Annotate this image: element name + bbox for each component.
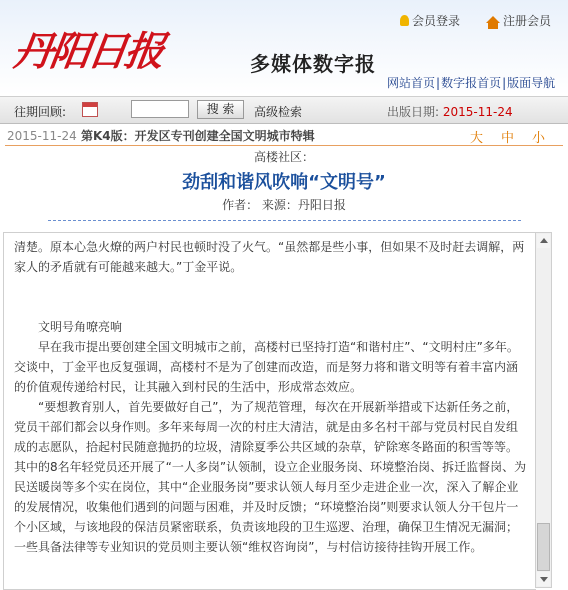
paragraph-blank xyxy=(14,297,528,317)
scroll-down-arrow-icon[interactable] xyxy=(537,572,550,586)
page-number: 第K4版： xyxy=(80,129,135,143)
past-issue-label: 往期回顾: xyxy=(14,105,67,119)
calendar-icon[interactable] xyxy=(82,102,98,117)
nav-site-home[interactable]: 网站首页 xyxy=(387,76,436,90)
article-body[interactable] xyxy=(3,232,536,590)
member-register-label: 注册会员 xyxy=(503,14,552,28)
paragraph: 清楚。原本心急火燎的两户村民也顿时没了火气。“虽然都是些小事，但如果不及时赶去调解，两家人的矛盾就有可能越来越大。”丁金平说。 xyxy=(14,240,525,274)
nav-page-navigation[interactable]: 版面导航 xyxy=(507,76,556,90)
divider xyxy=(48,220,521,221)
pub-date-label: 出版日期: xyxy=(387,105,440,119)
article-subtitle: 高楼社区： xyxy=(253,150,314,164)
paragraph: 早在我市提出要创建全国文明城市之前，高楼村已坚持打造“和谐村庄”、“文明村庄”多年。交谈中，丁金平也反复强调，高楼村不是为了创建而改造，而是努力将和谐文明等有着丰富内涵的价值观传递给村民，让其融入到村民的生活中，形成常态效应。 xyxy=(14,340,519,394)
member-login-label: 会员登录 xyxy=(412,14,461,28)
date-input[interactable] xyxy=(131,100,189,118)
member-login-link[interactable] xyxy=(400,12,460,29)
member-register-link[interactable] xyxy=(486,12,551,29)
section-heading: 文明号角嘹亮响 xyxy=(38,320,123,334)
scroll-thumb[interactable] xyxy=(537,523,550,571)
logo[interactable]: 丹阳日报 xyxy=(10,28,165,75)
font-size-large[interactable]: 大 xyxy=(470,131,484,146)
home-icon xyxy=(486,16,500,23)
font-size-switcher xyxy=(470,127,563,146)
page-info xyxy=(7,127,315,144)
nav-epaper-home[interactable]: 数字报首页 xyxy=(441,76,502,90)
nav-separator: | xyxy=(502,76,507,90)
nav-separator: | xyxy=(436,76,441,90)
search-button[interactable]: 搜 索 xyxy=(197,100,244,119)
font-size-medium[interactable]: 中 xyxy=(501,131,515,146)
publication-date xyxy=(387,103,513,120)
top-navigation xyxy=(387,74,555,91)
scroll-up-arrow-icon[interactable] xyxy=(537,234,550,248)
font-size-small[interactable]: 小 xyxy=(532,131,546,146)
advanced-search-link[interactable]: 高级检索 xyxy=(254,105,303,119)
divider xyxy=(5,145,563,146)
paragraph: “要想教育别人，首先要做好自己”，为了规范管理，每次在开展新举措或下达新任务之前，党员干部们都会以身作则。多年来每周一次的村庄大清洁，就是由多名村干部与党员村民自发组成的志愿队，拾起村民随意抛扔的垃圾，清除夏季公共区域的杂草，铲除寒冬路面的积雪等等。其中的8名年轻党员还开展了“一人多岗”认领制，设立企业服务岗、环境整治岗、拆迁监督岗、为民送暖岗等多个实在岗位，其中“企业服务岗”要求认领人每月至少走进企业一次，深入了解企业的发展情况，收集他们遇到的问题与困难，并及时反馈；“环境整治岗”则要求认领人分干包片一个小区域，与该地段的保洁员紧密联系，负责该地段的卫生巡逻、治理，确保卫生情况无漏洞；一些具备法律等专业知识的党员则主要认领“维权咨询岗”，与村信访接待挂钩开展工作。 xyxy=(14,400,527,554)
page-section[interactable]: 开发区专刊创建全国文明城市特辑 xyxy=(134,129,315,143)
logo-subtitle: 多媒体数字报 xyxy=(250,52,376,76)
site-header xyxy=(0,0,568,95)
key-icon xyxy=(400,15,409,26)
page-date: 2015-11-24 xyxy=(7,129,77,143)
article-byline: 作者： 来源：丹阳日报 xyxy=(222,198,346,212)
article-title: 劲刮和谐风吹响“文明号” xyxy=(182,172,386,193)
paragraph-blank xyxy=(14,277,528,297)
scrollbar[interactable] xyxy=(535,232,552,588)
issue-toolbar xyxy=(0,96,568,124)
pub-date-value: 2015-11-24 xyxy=(442,105,513,119)
